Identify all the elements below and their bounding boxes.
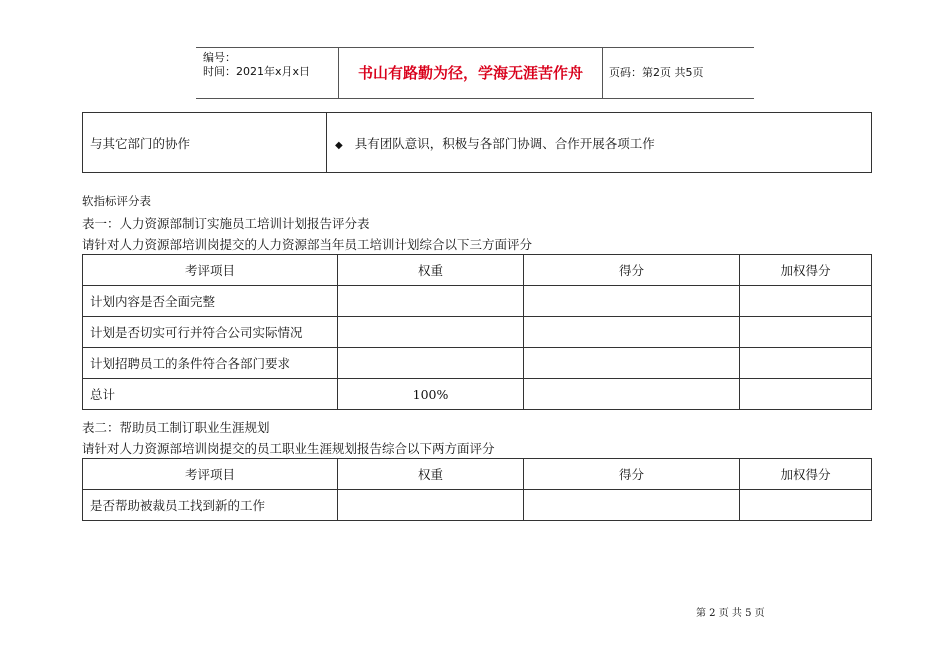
header-motto: 书山有路勤为径，学海无涯苦作舟 bbox=[339, 48, 603, 98]
table1-intro: 请针对人力资源部培训岗提交的人力资源部当年员工培训计划综合以下三方面评分 bbox=[82, 237, 533, 252]
table-cell: 计划是否切实可行并符合公司实际情况 bbox=[83, 317, 338, 348]
page-code: 页码：第2页 共5页 bbox=[609, 66, 704, 79]
table-cell bbox=[524, 490, 740, 521]
col-header: 得分 bbox=[524, 459, 740, 490]
table-cell bbox=[740, 286, 872, 317]
table-header-row bbox=[83, 459, 872, 490]
table-cell bbox=[740, 379, 872, 410]
table-cell bbox=[338, 490, 524, 521]
table-row bbox=[83, 113, 872, 173]
table-cell: 计划招聘员工的条件符合各部门要求 bbox=[83, 348, 338, 379]
col-header: 加权得分 bbox=[740, 459, 872, 490]
table-cell bbox=[740, 317, 872, 348]
table-cell: 总计 bbox=[83, 379, 338, 410]
col-header: 加权得分 bbox=[740, 255, 872, 286]
page-footer: 第 2 页 共 5 页 bbox=[696, 608, 765, 619]
table-cell bbox=[338, 286, 524, 317]
table2 bbox=[82, 458, 872, 521]
time-label: 时间：2021年x月x日 bbox=[203, 65, 311, 78]
header-meta bbox=[196, 48, 339, 98]
table-row bbox=[83, 490, 872, 521]
table1 bbox=[82, 254, 872, 410]
table1-title: 表一：人力资源部制订实施员工培训计划报告评分表 bbox=[82, 216, 370, 231]
table-cell bbox=[338, 317, 524, 348]
collab-desc: 具有团队意识，积极与各部门协调、合作开展各项工作 bbox=[354, 135, 655, 151]
col-header: 权重 bbox=[338, 459, 524, 490]
table-row bbox=[83, 379, 872, 410]
table-row bbox=[83, 286, 872, 317]
table-cell bbox=[338, 348, 524, 379]
table-cell bbox=[524, 379, 740, 410]
table-cell bbox=[524, 348, 740, 379]
number-label: 编号： bbox=[203, 51, 236, 64]
table-row bbox=[83, 348, 872, 379]
col-header: 得分 bbox=[524, 255, 740, 286]
col-header: 权重 bbox=[338, 255, 524, 286]
table2-title: 表二：帮助员工制订职业生涯规划 bbox=[82, 420, 270, 435]
collab-desc-cell bbox=[327, 113, 872, 173]
col-header: 考评项目 bbox=[83, 255, 338, 286]
table-cell: 计划内容是否全面完整 bbox=[83, 286, 338, 317]
col-header: 考评项目 bbox=[83, 459, 338, 490]
table-cell bbox=[524, 286, 740, 317]
bullet-icon: ◆ bbox=[335, 139, 343, 151]
soft-title: 软指标评分表 bbox=[82, 194, 151, 208]
table-cell bbox=[740, 348, 872, 379]
table-row bbox=[83, 317, 872, 348]
table-header-row bbox=[83, 255, 872, 286]
table-cell bbox=[740, 490, 872, 521]
collaboration-table bbox=[82, 112, 872, 173]
page-header bbox=[196, 47, 754, 99]
table-cell: 是否帮助被裁员工找到新的工作 bbox=[83, 490, 338, 521]
table-cell: 100% bbox=[338, 379, 524, 410]
collab-item: 与其它部门的协作 bbox=[83, 113, 327, 173]
table-cell bbox=[524, 317, 740, 348]
table2-intro: 请针对人力资源部培训岗提交的员工职业生涯规划报告综合以下两方面评分 bbox=[82, 441, 495, 456]
